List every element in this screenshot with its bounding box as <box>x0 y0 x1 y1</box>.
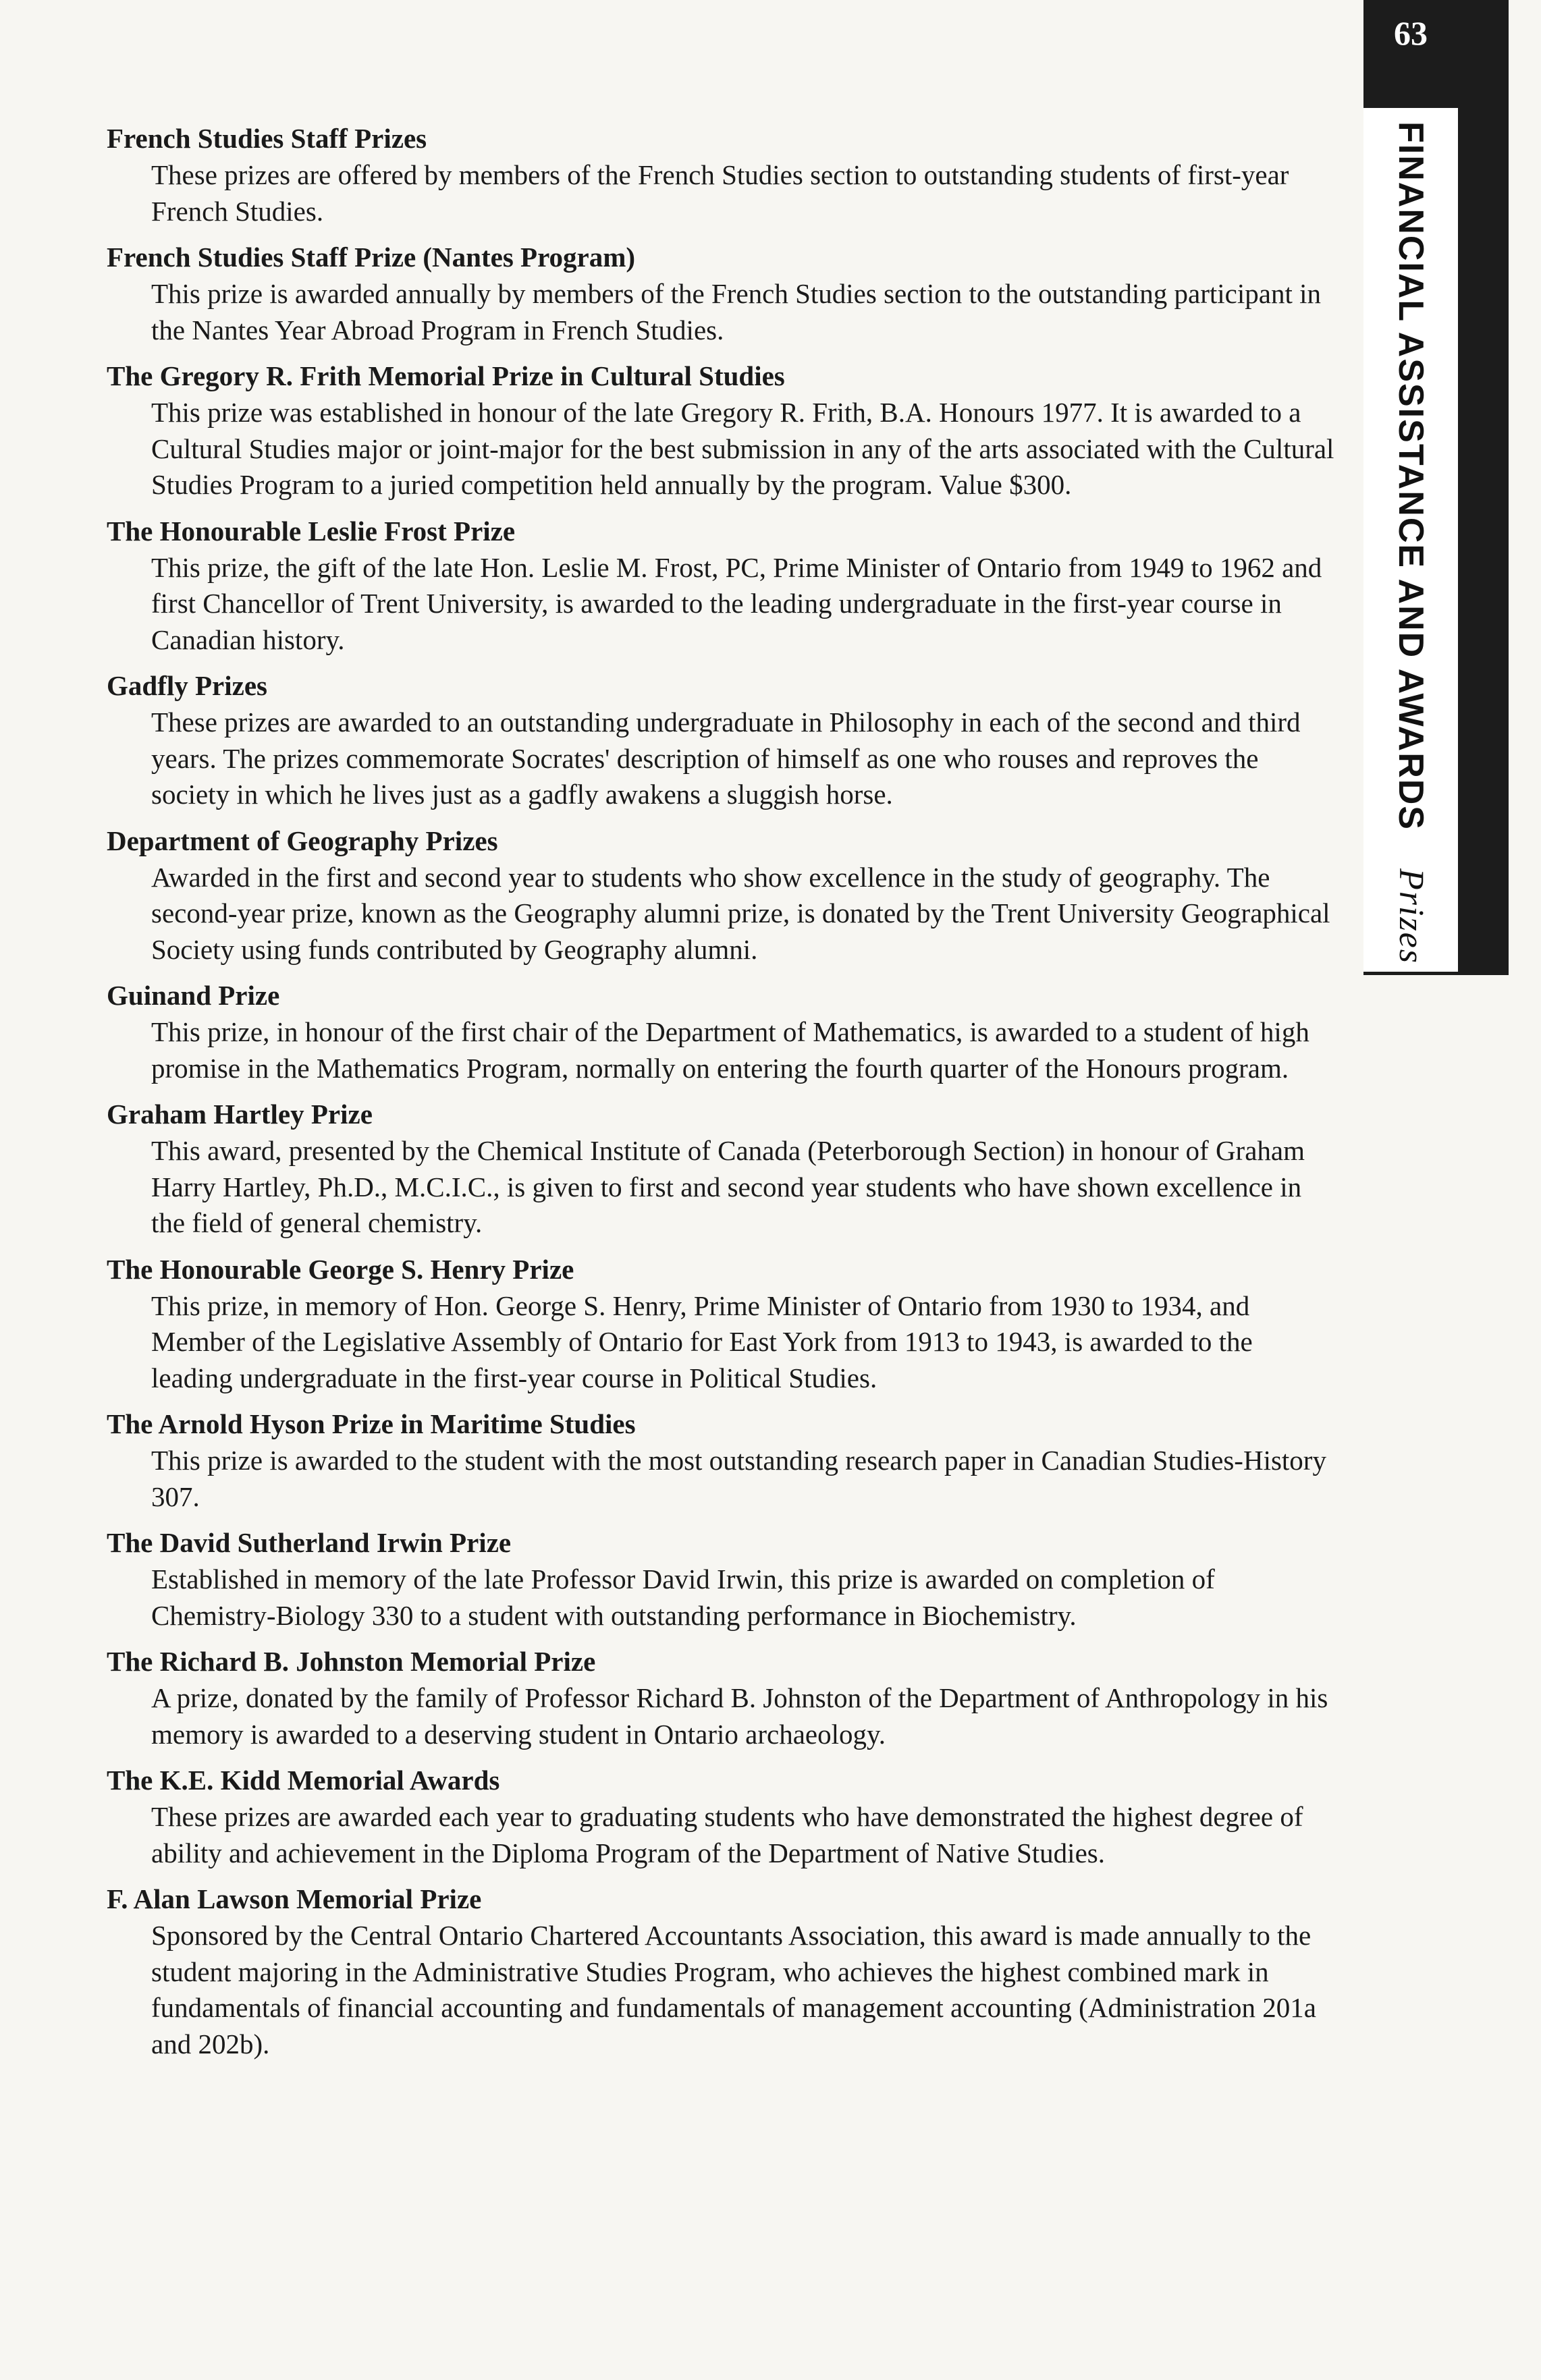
prize-title: Gadfly Prizes <box>107 670 267 701</box>
prize-title: The Richard B. Johnston Memorial Prize <box>107 1646 596 1677</box>
prize-description: These prizes are offered by members of the French Studies section to outstanding students of first-year French Studies. <box>151 159 1289 227</box>
prize-title: Guinand Prize <box>107 980 280 1011</box>
prize-description: This prize, in memory of Hon. George S. Henry, Prime Minister of Ontario from 1930 to 1934, and Member of the Legislative Assembly of Ontario for East York from 1913 to 1943, is awarded to the leading undergraduate in the first-year course in Political Studies. <box>151 1290 1253 1393</box>
prize-entry <box>107 1251 1335 1397</box>
prize-description: Awarded in the first and second year to students who show excellence in the study of geography. The second-year prize, known as the Geography alumni prize, is donated by the Trent University Geographical Society using funds contributed by Geography alumni. <box>151 861 1330 965</box>
prize-title: The K.E. Kidd Memorial Awards <box>107 1765 500 1796</box>
prize-title: The David Sutherland Irwin Prize <box>107 1527 512 1558</box>
prize-entry <box>107 1096 1335 1242</box>
prize-title: French Studies Staff Prize (Nantes Program) <box>107 242 636 273</box>
prize-title: French Studies Staff Prizes <box>107 123 427 154</box>
prize-entry <box>107 239 1335 348</box>
prize-entry <box>107 120 1335 229</box>
prize-description: This prize is awarded annually by members of the French Studies section to the outstanding participant in the Nantes Year Abroad Program in French Studies. <box>151 278 1321 345</box>
prize-description: These prizes are awarded to an outstanding undergraduate in Philosophy in each of the second and third years. The prizes commemorate Socrates' description of himself as one who rouses and reproves the society in which he lives just as a gadfly awakens a sluggish horse. <box>151 707 1301 810</box>
prize-entry <box>107 1643 1335 1752</box>
prize-entry <box>107 1406 1335 1515</box>
prize-title: Graham Hartley Prize <box>107 1099 373 1130</box>
prize-entry <box>107 667 1335 813</box>
prize-description: This prize, in honour of the first chair of the Department of Mathematics, is awarded to a student of high promise in the Mathematics Program, normally on entering the fourth quarter of the Honours program. <box>151 1016 1309 1084</box>
prize-entry <box>107 977 1335 1086</box>
prize-title: The Honourable Leslie Frost Prize <box>107 515 516 547</box>
prize-entry <box>107 823 1335 968</box>
prize-title: F. Alan Lawson Memorial Prize <box>107 1883 482 1914</box>
prize-description: Established in memory of the late Professor David Irwin, this prize is awarded on completion of Chemistry-Biology 330 to a student with outstanding performance in Biochemistry. <box>151 1563 1215 1631</box>
prize-description: This prize was established in honour of the late Gregory R. Frith, B.A. Honours 1977. It is awarded to a Cultural Studies major or joint-major for the best submission in any of the arts associated with the Cultural Studies Program to a juried competition held annually by the program. Value $300. <box>151 397 1334 500</box>
prize-description: This prize is awarded to the student with the most outstanding research paper in Canadian Studies-History 307. <box>151 1445 1326 1512</box>
prize-entry <box>107 1881 1335 2062</box>
prize-title: Department of Geography Prizes <box>107 825 498 856</box>
prize-description: A prize, donated by the family of Professor Richard B. Johnston of the Department of Anthropology in his memory is awarded to a deserving student in Ontario archaeology. <box>151 1682 1328 1750</box>
prize-description: Sponsored by the Central Ontario Chartered Accountants Association, this award is made annually to the student majoring in the Administrative Studies Program, who achieves the highest combined mark in fundamentals of financial accounting and fundamentals of management accounting (Administration 201a and 202b). <box>151 1920 1317 2059</box>
prize-title: The Honourable George S. Henry Prize <box>107 1253 574 1285</box>
prize-entry <box>107 1524 1335 1634</box>
prize-list <box>107 120 1335 2072</box>
prize-description: This award, presented by the Chemical Institute of Canada (Peterborough Section) in honour of Graham Harry Hartley, Ph.D., M.C.I.C., is given to first and second year students who have shown excellence in the field of general chemistry. <box>151 1135 1305 1238</box>
section-title: FINANCIAL ASSISTANCE AND AWARDS <box>1391 121 1430 831</box>
prize-title: The Gregory R. Frith Memorial Prize in Cultural Studies <box>107 360 785 391</box>
section-heading-vertical <box>1390 121 1431 964</box>
prize-description: This prize, the gift of the late Hon. Leslie M. Frost, PC, Prime Minister of Ontario from 1949 to 1962 and first Chancellor of Trent University, is awarded to the leading undergraduate in the first-year course in Canadian history. <box>151 551 1322 655</box>
prize-entry <box>107 513 1335 659</box>
subsection-title: Prizes <box>1392 868 1430 965</box>
prize-entry <box>107 358 1335 503</box>
page-number: 63 <box>1394 14 1428 52</box>
prize-title: The Arnold Hyson Prize in Maritime Studies <box>107 1408 636 1439</box>
prize-entry <box>107 1762 1335 1871</box>
prize-description: These prizes are awarded each year to graduating students who have demonstrated the highest degree of ability and achievement in the Diploma Program of the Department of Native Studies. <box>151 1801 1303 1869</box>
